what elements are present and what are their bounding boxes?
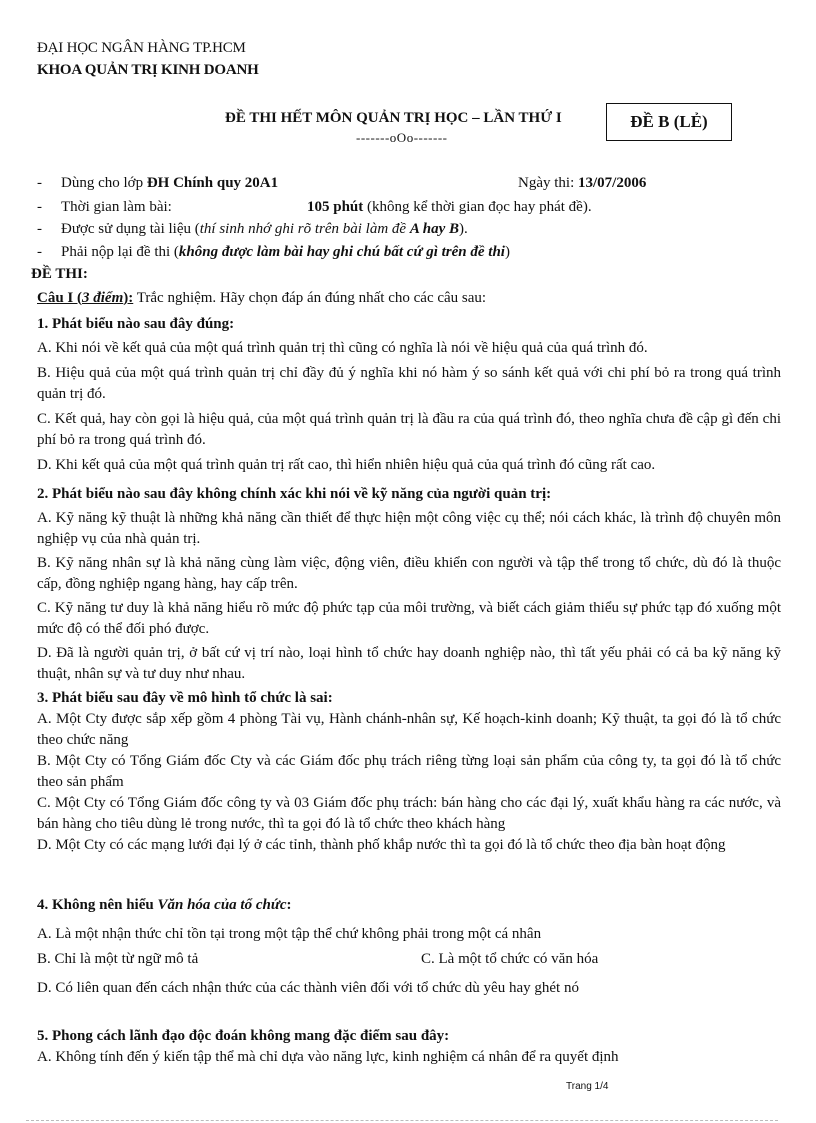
bullet-dash: - [37,175,42,191]
submit-end: ) [504,244,510,260]
docs-end: ). [459,221,468,237]
question-4-option-d: D. Có liên quan đến cách nhận thức của các thành viên đối với tổ chức dù yêu hay ghét nó [37,980,579,996]
question-4-term: Văn hóa của tổ chức [157,897,287,913]
question-4-option-b: B. Chỉ là một từ ngữ mô tả [37,951,199,967]
page-number: Trang 1/4 [566,1081,609,1092]
instruction-documents [37,221,468,238]
date-label: Ngày thi: [518,175,578,191]
question-1 [37,314,781,476]
section-heading [37,290,486,307]
option-b: B. Hiệu quả của một quá trình quản trị chỉ đầy đủ ý nghĩa khi nó hàm ý so sánh kết quả với chi phí bỏ ra trong quá trình quản trị đó. [37,365,781,402]
option-c: C. Kỹ năng tư duy là khả năng hiểu rõ mức độ phức tạp của môi trường, và biết cách giảm thiểu sự phức tạp đó xuống một mức độ có thể đối phó được. [37,600,781,637]
option-c: C. Một Cty có Tổng Giám đốc công ty và 03 Giám đốc phụ trách: bán hàng cho các đại lý, xuất khẩu hàng ra các nước, và bán hàng cho tiêu dùng lẻ trong nước, thì ta gọi đó là tổ chức theo khách hàng [37,795,781,832]
option-b: B. Kỹ năng nhân sự là khả năng cùng làm việc, động viên, điều khiển con người và tập thể trong tổ chức, dù đó là thuộc cấp, đồng nghiệp ngang hàng, hay cấp trên. [37,555,781,592]
time-value: 105 phút [307,199,364,215]
faculty-name: KHOA QUẢN TRỊ KINH DOANH [37,62,259,78]
docs-label: Được sử dụng tài liệu ( [61,221,200,237]
bullet-dash: - [37,199,42,215]
option-d: D. Khi kết quả của một quá trình quản trị rất cao, thì hiển nhiên hiệu quả của quá trình đó cũng rất cao. [37,457,656,473]
instruction-submit [37,244,510,261]
instruction-class [37,175,278,192]
exam-heading: ĐỀ THI: [31,266,88,282]
time-value-line [307,199,592,216]
exam-date [518,175,646,192]
exam-title: ĐỀ THI HẾT MÔN QUẢN TRỊ HỌC – LẦN THỨ I [225,110,562,126]
option-d: D. Đã là người quản trị, ở bất cứ vị trí nào, loại hình tổ chức hay doanh nghiệp nào, thì tất yếu phải có cả ba kỹ năng kỹ thuật, nhân sự và tư duy như nhau. [37,645,781,682]
question-4-option-a: A. Là một nhận thức chỉ tồn tại trong một tập thể chứ không phải trong một cá nhân [37,926,542,942]
submit-note: không được làm bài hay ghi chú bất cứ gì trên đề thi [178,244,505,260]
question-text: 1. Phát biểu nào sau đây đúng: [37,316,235,332]
date-value: 13/07/2006 [578,175,647,191]
title-decoration: -------oOo------- [356,130,448,145]
question-4-option-c: C. Là một tổ chức có văn hóa [421,951,599,967]
option-d: D. Một Cty có các mạng lưới đại lý ở các tỉnh, thành phố khắp nước thì ta gọi đó là tổ chức theo địa bàn hoạt động [37,837,726,853]
section-desc: Trắc nghiệm. Hãy chọn đáp án đúng nhất cho các câu sau: [133,290,487,306]
question-5-text: 5. Phong cách lãnh đạo độc đoán không mang đặc điểm sau đây: [37,1028,450,1044]
exam-code: ĐỀ B (LẺ) [630,112,708,131]
class-label: Dùng cho lớp [61,175,147,191]
footer-rule [26,1120,778,1121]
option-a: A. Khi nói về kết quả của một quá trình quản trị thì cũng có nghĩa là nói về hiệu quả của quá trình đó. [37,340,648,356]
question-4-text: 4. Không nên hiểu Văn hóa của tổ chức: [37,897,292,913]
section-label: Câu I (3 điểm): [37,290,134,306]
section-points: 3 điểm [82,290,124,306]
option-b: B. Một Cty có Tổng Giám đốc Cty và các Giám đốc phụ trách riêng từng loại sản phẩm của công ty, ta gọi đó là tổ chức theo sản phẩm [37,753,781,790]
docs-code: A hay B [409,221,460,237]
question-3 [37,688,781,856]
exam-code-box [606,103,732,141]
submit-label: Phải nộp lại đề thi ( [61,244,179,260]
university-name: ĐẠI HỌC NGÂN HÀNG TP.HCM [37,40,246,56]
class-name: ĐH Chính quy 20A1 [146,175,279,191]
bullet-dash: - [37,221,42,237]
docs-note: thí sinh nhớ ghi rõ trên bài làm đề [199,221,410,237]
time-label: Thời gian làm bài: [61,199,172,215]
option-a: A. Một Cty được sắp xếp gồm 4 phòng Tài vụ, Hành chánh-nhân sự, Kế hoạch-kinh doanh; Kỹ thuật, ta gọi đó là tổ chức theo chức năng [37,711,781,748]
question-2 [37,484,781,685]
option-c: C. Kết quả, hay còn gọi là hiệu quả, của một quá trình quản trị là đầu ra của quá trình đó, theo nghĩa chưa đề cập gì đến chi phí bỏ ra trong quá trình đó. [37,411,781,448]
question-text: 3. Phát biểu sau đây về mô hình tổ chức là sai: [37,690,333,706]
time-note: (không kể thời gian đọc hay phát đề). [363,199,592,215]
question-5-option-a: A. Không tính đến ý kiến tập thể mà chỉ dựa vào năng lực, kinh nghiệm cá nhân để ra quyết định [37,1049,619,1065]
option-a: A. Kỹ năng kỹ thuật là những khả năng cần thiết để thực hiện một công việc cụ thể; nói cách khác, là trình độ chuyên môn nghiệp vụ của nhà quản trị. [37,510,781,547]
instruction-time [37,199,172,216]
question-text: 2. Phát biểu nào sau đây không chính xác khi nói về kỹ năng của người quản trị: [37,486,552,502]
bullet-dash: - [37,244,42,260]
